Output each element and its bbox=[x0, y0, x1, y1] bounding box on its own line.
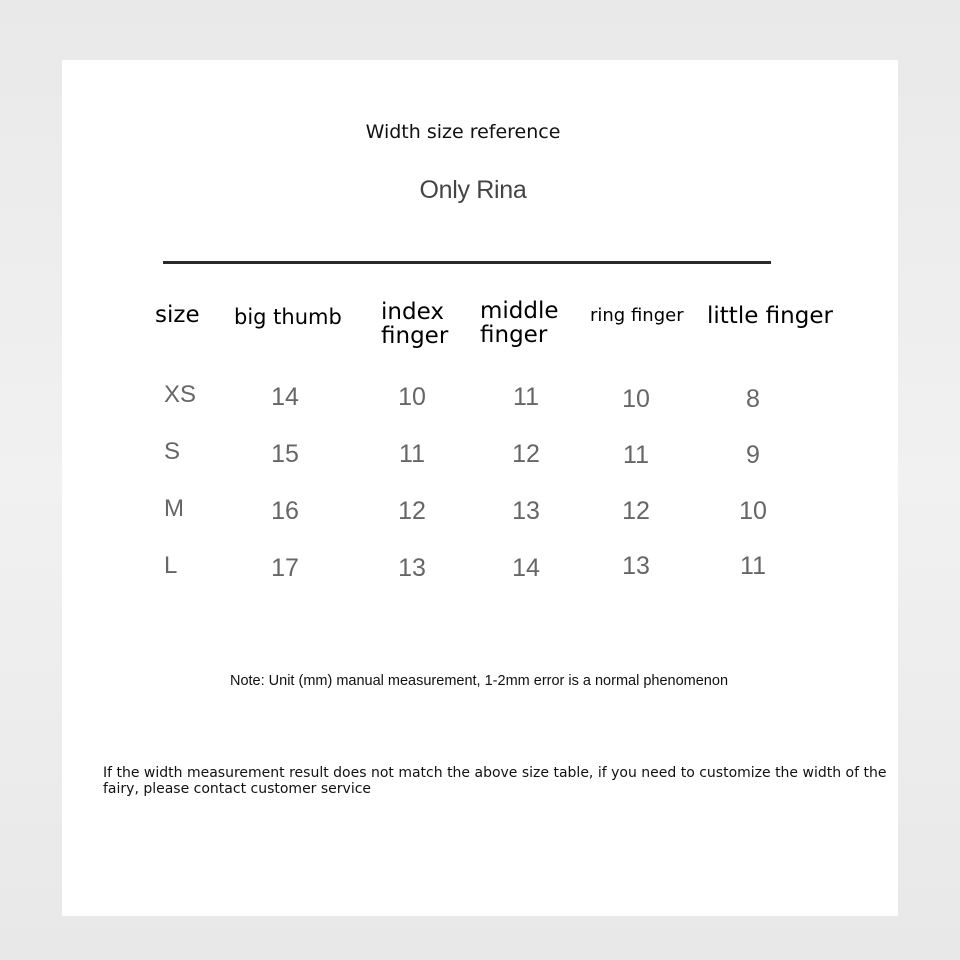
row-m-ring-finger: 12 bbox=[622, 497, 650, 525]
row-s-middle-finger: 12 bbox=[512, 440, 540, 468]
brand-name: Only Rina bbox=[419, 176, 527, 204]
row-xs-ring-finger: 10 bbox=[622, 385, 650, 413]
row-s-size: S bbox=[164, 438, 181, 465]
header-index-finger-line1: index bbox=[381, 299, 444, 325]
header-middle-finger-line2: finger bbox=[480, 322, 548, 349]
customer-service-note: If the width measurement result does not match the above size table, if you need to customize the width of the fairy, please contact customer service bbox=[103, 765, 887, 797]
row-xs-big-thumb: 14 bbox=[271, 383, 299, 411]
header-index-finger bbox=[381, 300, 448, 348]
measurement-note: Note: Unit (mm) manual measurement, 1-2mm error is a normal phenomenon bbox=[229, 673, 729, 689]
chart-title: Width size reference bbox=[365, 121, 561, 143]
row-xs-index-finger: 10 bbox=[398, 383, 426, 411]
header-ring-finger: ring finger bbox=[590, 305, 684, 326]
row-l-big-thumb: 17 bbox=[271, 554, 299, 582]
header-size: size bbox=[155, 302, 200, 328]
row-m-little-finger: 10 bbox=[739, 497, 767, 525]
row-l-index-finger: 13 bbox=[398, 554, 426, 582]
row-l-middle-finger: 14 bbox=[512, 554, 540, 582]
row-l-size: L bbox=[164, 552, 178, 579]
row-xs-middle-finger: 11 bbox=[513, 383, 539, 411]
row-s-little-finger: 9 bbox=[746, 441, 760, 469]
row-m-index-finger: 12 bbox=[398, 497, 426, 525]
header-middle-finger bbox=[480, 299, 559, 347]
header-middle-finger-line1: middle bbox=[480, 298, 559, 324]
row-m-size: M bbox=[164, 495, 184, 522]
row-m-middle-finger: 13 bbox=[512, 497, 540, 525]
divider-line bbox=[163, 261, 771, 264]
row-xs-size: XS bbox=[164, 381, 197, 408]
row-xs-little-finger: 8 bbox=[746, 385, 760, 413]
row-l-little-finger: 11 bbox=[740, 552, 766, 580]
header-little-finger: little finger bbox=[707, 303, 833, 329]
row-m-big-thumb: 16 bbox=[271, 497, 299, 525]
row-s-ring-finger: 11 bbox=[623, 441, 649, 469]
row-s-index-finger: 11 bbox=[399, 440, 425, 468]
row-l-ring-finger: 13 bbox=[622, 552, 650, 580]
header-index-finger-line2: finger bbox=[381, 323, 449, 350]
row-s-big-thumb: 15 bbox=[271, 440, 299, 468]
header-big-thumb: big thumb bbox=[234, 305, 342, 329]
